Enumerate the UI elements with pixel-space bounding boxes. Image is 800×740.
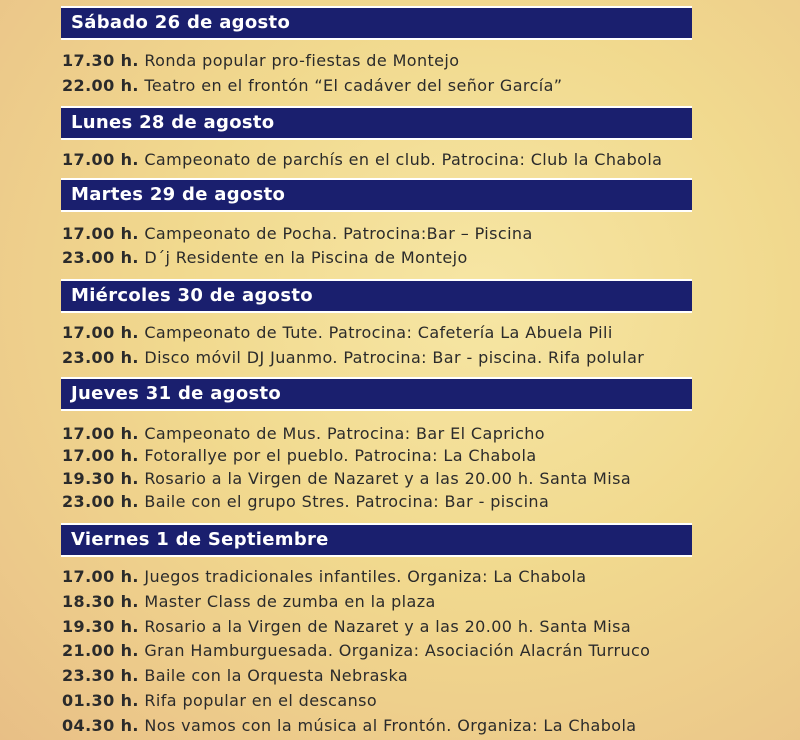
day-header-lunes: Lunes 28 de agosto	[61, 106, 692, 140]
event-row	[62, 248, 468, 268]
event-text: Rosario a la Virgen de Nazaret y a las 20.00 h. Santa Misa	[144, 469, 632, 488]
event-time: 19.30 h.	[62, 469, 139, 488]
event-text: Baile con la Orquesta Nebraska	[144, 666, 409, 685]
event-row	[62, 224, 533, 244]
event-time: 22.00 h.	[62, 76, 139, 95]
event-time: 17.00 h.	[62, 446, 139, 465]
event-time: 17.30 h.	[62, 51, 139, 70]
event-time: 17.00 h.	[62, 323, 139, 342]
event-text: Disco móvil DJ Juanmo. Patrocina: Bar - piscina. Rifa polular	[144, 348, 645, 367]
event-row	[62, 492, 549, 512]
event-row	[62, 567, 587, 587]
event-text: Fotorallye por el pueblo. Patrocina: La Chabola	[144, 446, 537, 465]
day-header-miercoles: Miércoles 30 de agosto	[61, 279, 692, 313]
event-row	[62, 617, 631, 637]
event-time: 17.00 h.	[62, 567, 139, 586]
event-text: Master Class de zumba en la plaza	[144, 592, 436, 611]
event-time: 17.00 h.	[62, 150, 139, 169]
event-row	[62, 666, 408, 686]
event-text: Campeonato de Pocha. Patrocina:Bar – Piscina	[144, 224, 533, 243]
event-text: Campeonato de Tute. Patrocina: Cafetería La Abuela Pili	[144, 323, 613, 342]
event-time: 01.30 h.	[62, 691, 139, 710]
event-row	[62, 51, 459, 71]
event-row	[62, 424, 545, 444]
day-header-martes: Martes 29 de agosto	[61, 178, 692, 212]
event-text: Ronda popular pro-fiestas de Montejo	[144, 51, 460, 70]
event-text: Campeonato de parchís en el club. Patrocina: Club la Chabola	[144, 150, 663, 169]
event-time: 18.30 h.	[62, 592, 139, 611]
day-header-jueves: Jueves 31 de agosto	[61, 377, 692, 411]
event-text: Rifa popular en el descanso	[144, 691, 378, 710]
event-text: Campeonato de Mus. Patrocina: Bar El Capricho	[144, 424, 545, 443]
event-time: 19.30 h.	[62, 617, 139, 636]
event-row	[62, 446, 537, 466]
event-row	[62, 150, 662, 170]
event-row	[62, 592, 436, 612]
day-header-sabado: Sábado 26 de agosto	[61, 6, 692, 40]
day-header-viernes: Viernes 1 de Septiembre	[61, 523, 692, 557]
event-row	[62, 323, 613, 343]
event-time: 23.30 h.	[62, 666, 139, 685]
event-row	[62, 348, 644, 368]
event-text: Rosario a la Virgen de Nazaret y a las 20.00 h. Santa Misa	[144, 617, 632, 636]
event-time: 17.00 h.	[62, 224, 139, 243]
event-text: Gran Hamburguesada. Organiza: Asociación Alacrán Turruco	[144, 641, 651, 660]
event-row	[62, 469, 631, 489]
event-text: Nos vamos con la música al Frontón. Organiza: La Chabola	[144, 716, 637, 735]
event-row	[62, 641, 650, 661]
event-time: 04.30 h.	[62, 716, 139, 735]
event-text: Baile con el grupo Stres. Patrocina: Bar - piscina	[144, 492, 550, 511]
event-text: Teatro en el frontón “El cadáver del señor García”	[144, 76, 563, 95]
event-time: 21.00 h.	[62, 641, 139, 660]
event-text: D´j Residente en la Piscina de Montejo	[144, 248, 468, 267]
event-row	[62, 716, 637, 736]
event-text: Juegos tradicionales infantiles. Organiza: La Chabola	[144, 567, 587, 586]
event-time: 17.00 h.	[62, 424, 139, 443]
event-row	[62, 76, 563, 96]
event-row	[62, 691, 377, 711]
event-time: 23.00 h.	[62, 248, 139, 267]
event-time: 23.00 h.	[62, 492, 139, 511]
event-time: 23.00 h.	[62, 348, 139, 367]
